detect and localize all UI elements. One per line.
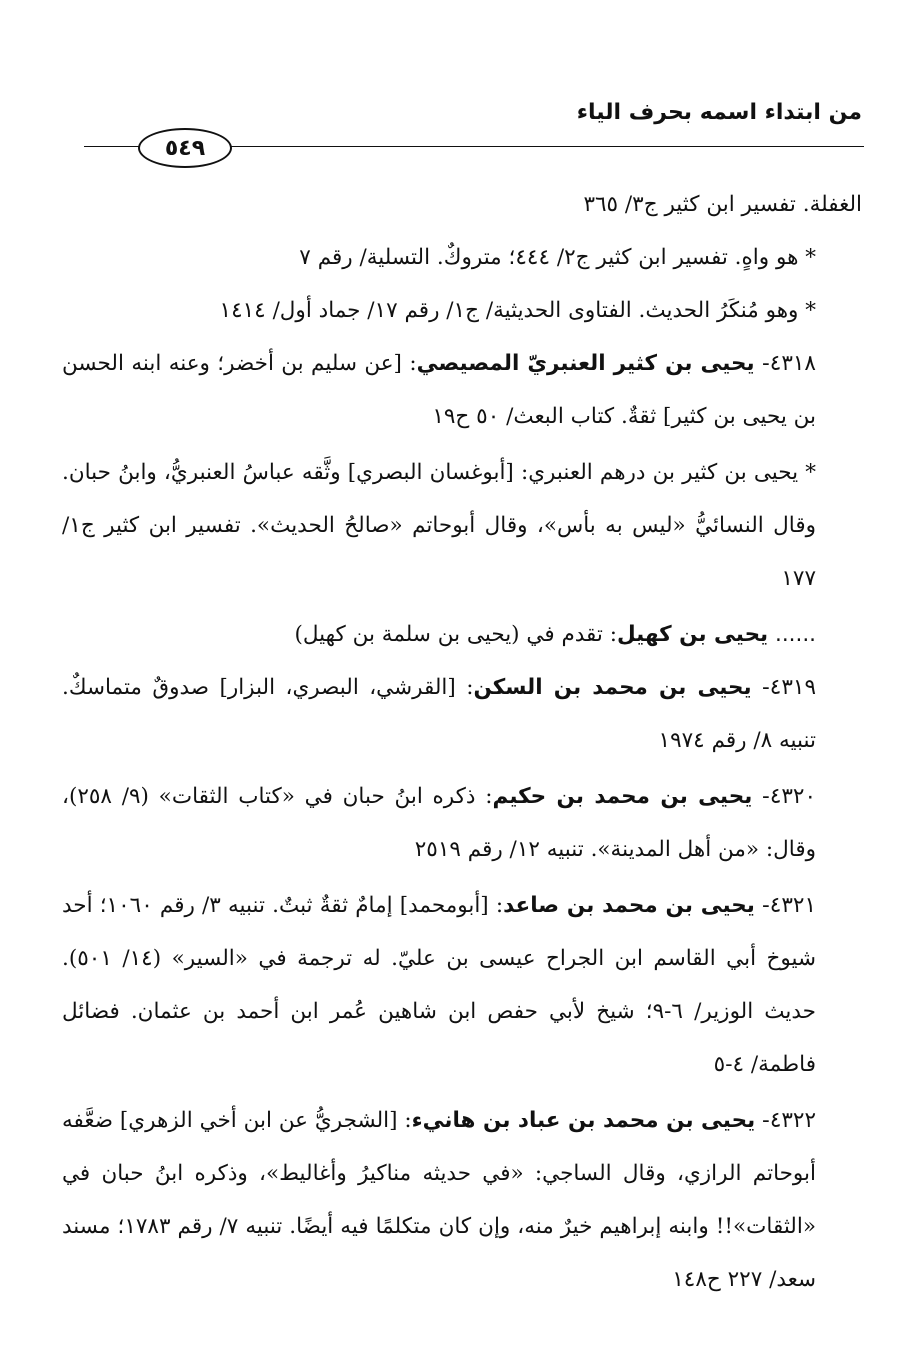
entry-4320	[62, 770, 862, 876]
entry-4321	[62, 879, 862, 1091]
entry-name: يحيى بن محمد بن السكن	[473, 675, 752, 700]
entry-cross-reference	[62, 608, 862, 661]
entry-text: الغفلة. تفسير ابن كثير ج٣/ ٣٦٥	[583, 192, 862, 217]
entry-name: يحيى بن كثير العنبريّ المصيصي	[416, 351, 755, 376]
entry-note	[62, 284, 862, 337]
running-header-title: من ابتداء اسمه بحرف الياء	[576, 100, 862, 125]
entry-4319	[62, 661, 862, 767]
entry-text: : [أبومحمد] إمامٌ ثقةٌ ثبتٌ. تنبيه ٣/ رقم ١٠٦٠؛ أحد شيوخ أبي القاسم ابن الجراح عيسى بن عليّ. له ترجمة في «السير» (١٤/ ٥٠١). حديث الوزير/ ٦-٩؛ شيخ لأبي حفص ابن شاهين عُمر ابن أحمد بن عثمان. فضائل فاطمة/ ٤-٥	[62, 893, 816, 1077]
entry-text: : ذكره ابنُ حبان في «كتاب الثقات» (٩/ ٢٥٨)، وقال: «من أهل المدينة». تنبيه ١٢/ رقم ٢٥١٩	[62, 784, 816, 862]
entry-number: ٤٣١٨-	[762, 351, 816, 376]
entry-text: : [عن سليم بن أخضر؛ وعنه ابنه الحسن بن يحيى بن كثير] ثقةٌ. كتاب البعث/ ٥٠ ح١٩	[62, 351, 816, 429]
entry-ellipsis: ......	[774, 622, 816, 647]
entry-4322	[62, 1094, 862, 1306]
entry-text: : [القرشي، البصري، البزار] صدوقٌ متماسكٌ. تنبيه ٨/ رقم ١٩٧٤	[62, 675, 816, 753]
entry-text: : [الشجريُّ عن ابن أخي الزهري] ضعَّفه أبوحاتم الرازي، وقال الساجي: «في حديثه مناكيرُ وأغاليط»، وذكره ابنُ حبان في «الثقات»!! وابنه إبراهيم خيرٌ منه، وإن كان متكلمًا فيه أيضًا. تنبيه ٧/ رقم ١٧٨٣؛ مسند سعد/ ٢٢٧ ح١٤٨	[62, 1108, 816, 1292]
entry-name: يحيى بن كهيل	[616, 622, 769, 647]
entry-text: * وهو مُنكَرُ الحديث. الفتاوى الحديثية/ ج١/ رقم ١٧/ جماد أول/ ١٤١٤	[219, 298, 816, 323]
entry-name: يحيى بن محمد بن عباد بن هانيء	[411, 1108, 756, 1133]
entry-note	[62, 446, 862, 605]
page-number: ٥٤٩	[138, 128, 232, 168]
entry-number: ٤٣٢٢-	[762, 1108, 817, 1133]
entry-note	[62, 231, 862, 284]
entry-name: يحيى بن محمد بن صاعد	[503, 893, 755, 918]
entry-text: * يحيى بن كثير بن درهم العنبري: [أبوغسان البصري] وثَّقه عباسُ العنبريُّ، وابنُ حبان. وقال النسائيُّ «ليس به بأس»، وقال أبوحاتم «صالحُ الحديث». تفسير ابن كثير ج١/ ١٧٧	[62, 460, 816, 591]
entry-continuation	[62, 178, 862, 231]
entry-number: ٤٣٢١-	[762, 893, 816, 918]
entry-number: ٤٣٢٠-	[762, 784, 817, 809]
entry-name: يحيى بن محمد بن حكيم	[492, 784, 753, 809]
entry-4318	[62, 337, 862, 443]
entry-text: : تقدم في (يحيى بن سلمة بن كهيل)	[294, 622, 617, 647]
entry-text: * هو واهٍ. تفسير ابن كثير ج٢/ ٤٤٤؛ متروكٌ. التسلية/ رقم ٧	[299, 245, 816, 270]
page-body	[62, 178, 862, 1308]
entry-number: ٤٣١٩-	[762, 675, 816, 700]
